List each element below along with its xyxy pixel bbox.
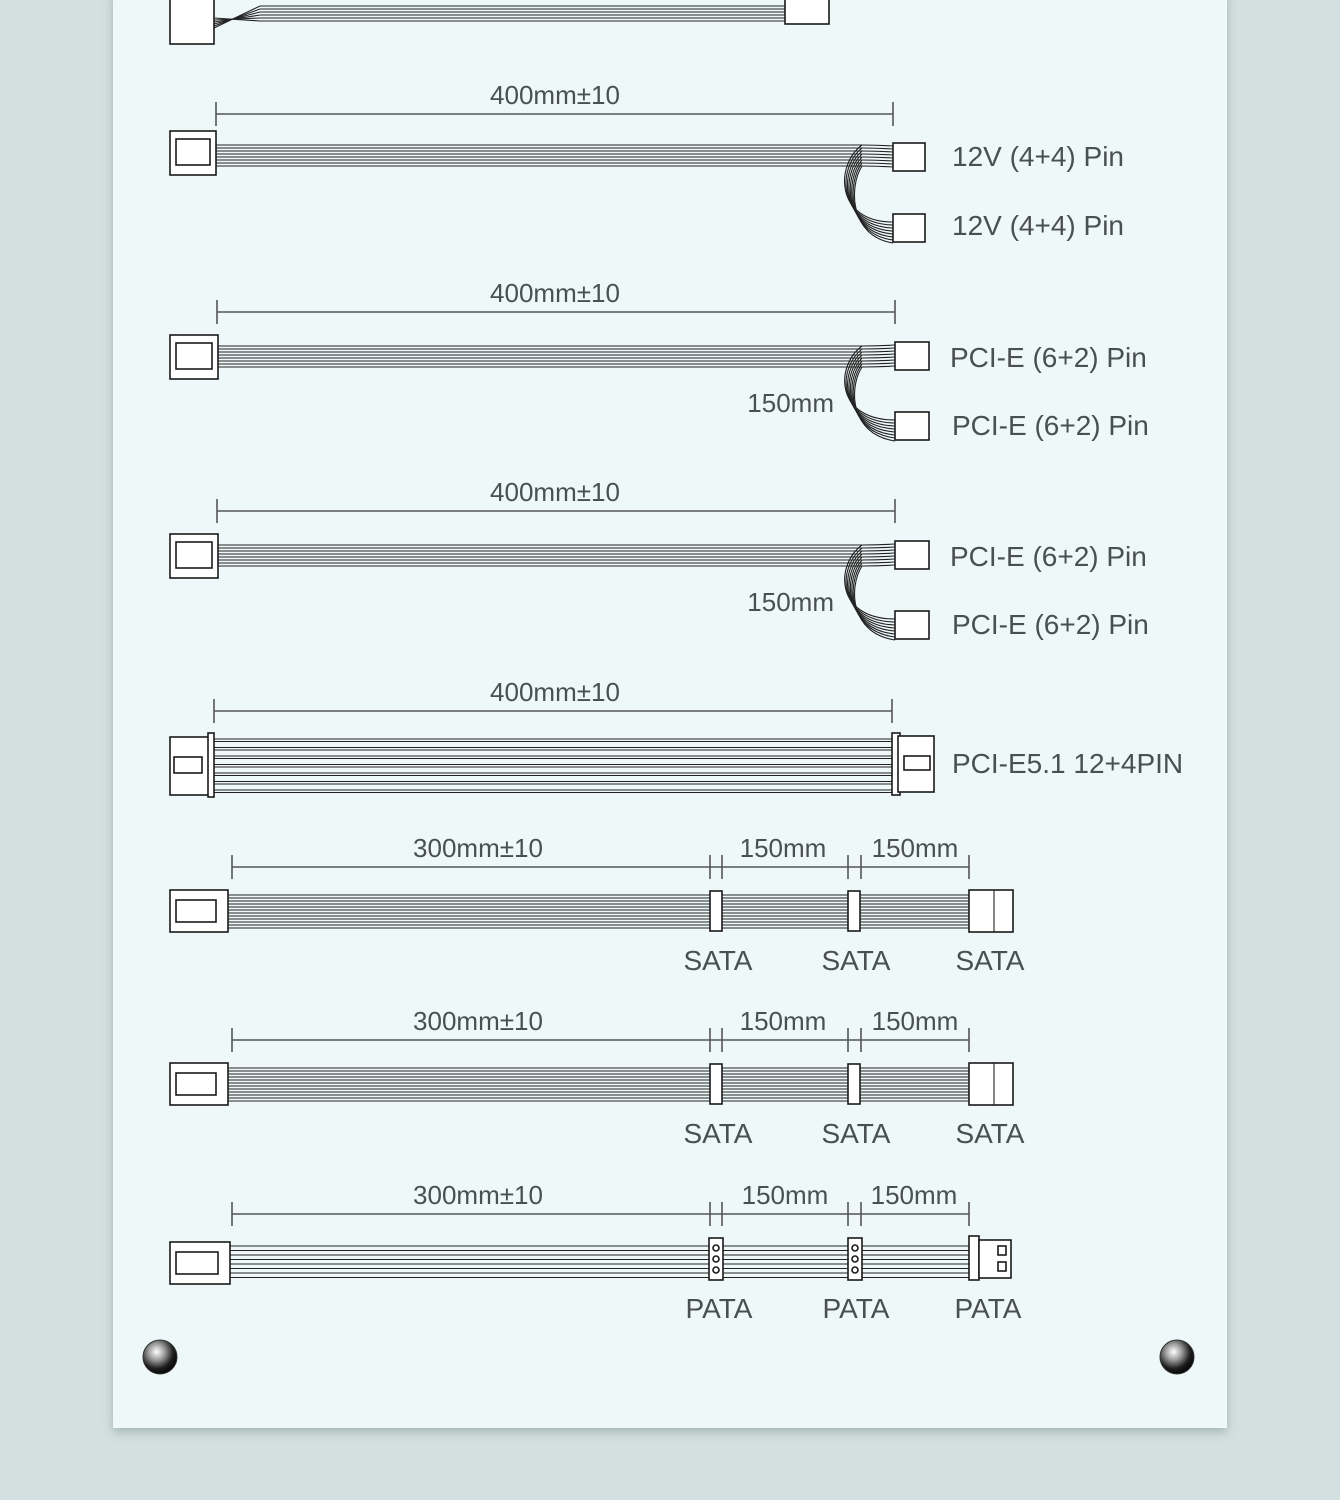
connector-label: PATA <box>822 1293 890 1324</box>
connector-label: PCI-E (6+2) Pin <box>950 541 1147 572</box>
connector-label: SATA <box>821 1118 891 1149</box>
screw-icon <box>1160 1340 1194 1374</box>
connector-label: SATA <box>955 945 1025 976</box>
length-label: 150mm <box>741 1180 829 1210</box>
connector-label: SATA <box>683 1118 753 1149</box>
length-label: 300mm±10 <box>413 1006 543 1036</box>
length-label: 400mm±10 <box>490 278 620 308</box>
branch-length-label: 150mm <box>747 587 834 617</box>
screw-icon <box>143 1340 177 1374</box>
connector-label: SATA <box>955 1118 1025 1149</box>
length-label: 300mm±10 <box>413 1180 543 1210</box>
length-label: 400mm±10 <box>490 477 620 507</box>
connector-label: PATA <box>685 1293 753 1324</box>
connector-label: PCI-E (6+2) Pin <box>950 342 1147 373</box>
length-label: 400mm±10 <box>490 677 620 707</box>
length-label: 400mm±10 <box>490 80 620 110</box>
length-label: 300mm±10 <box>413 833 543 863</box>
length-label: 150mm <box>739 1006 827 1036</box>
length-label: 150mm <box>739 833 827 863</box>
connector-label: PCI-E5.1 12+4PIN <box>952 748 1184 779</box>
length-label: 150mm <box>870 1180 958 1210</box>
length-label: 150mm <box>871 1006 959 1036</box>
connector-label: PATA <box>954 1293 1022 1324</box>
length-label: 150mm <box>871 833 959 863</box>
connector-label: SATA <box>821 945 891 976</box>
connector-label: PCI-E (6+2) Pin <box>952 609 1149 640</box>
connector-label: 12V (4+4) Pin <box>952 141 1124 172</box>
branch-length-label: 150mm <box>747 388 834 418</box>
connector-label: PCI-E (6+2) Pin <box>952 410 1149 441</box>
connector-label: SATA <box>683 945 753 976</box>
connector-label: 12V (4+4) Pin <box>952 210 1124 241</box>
